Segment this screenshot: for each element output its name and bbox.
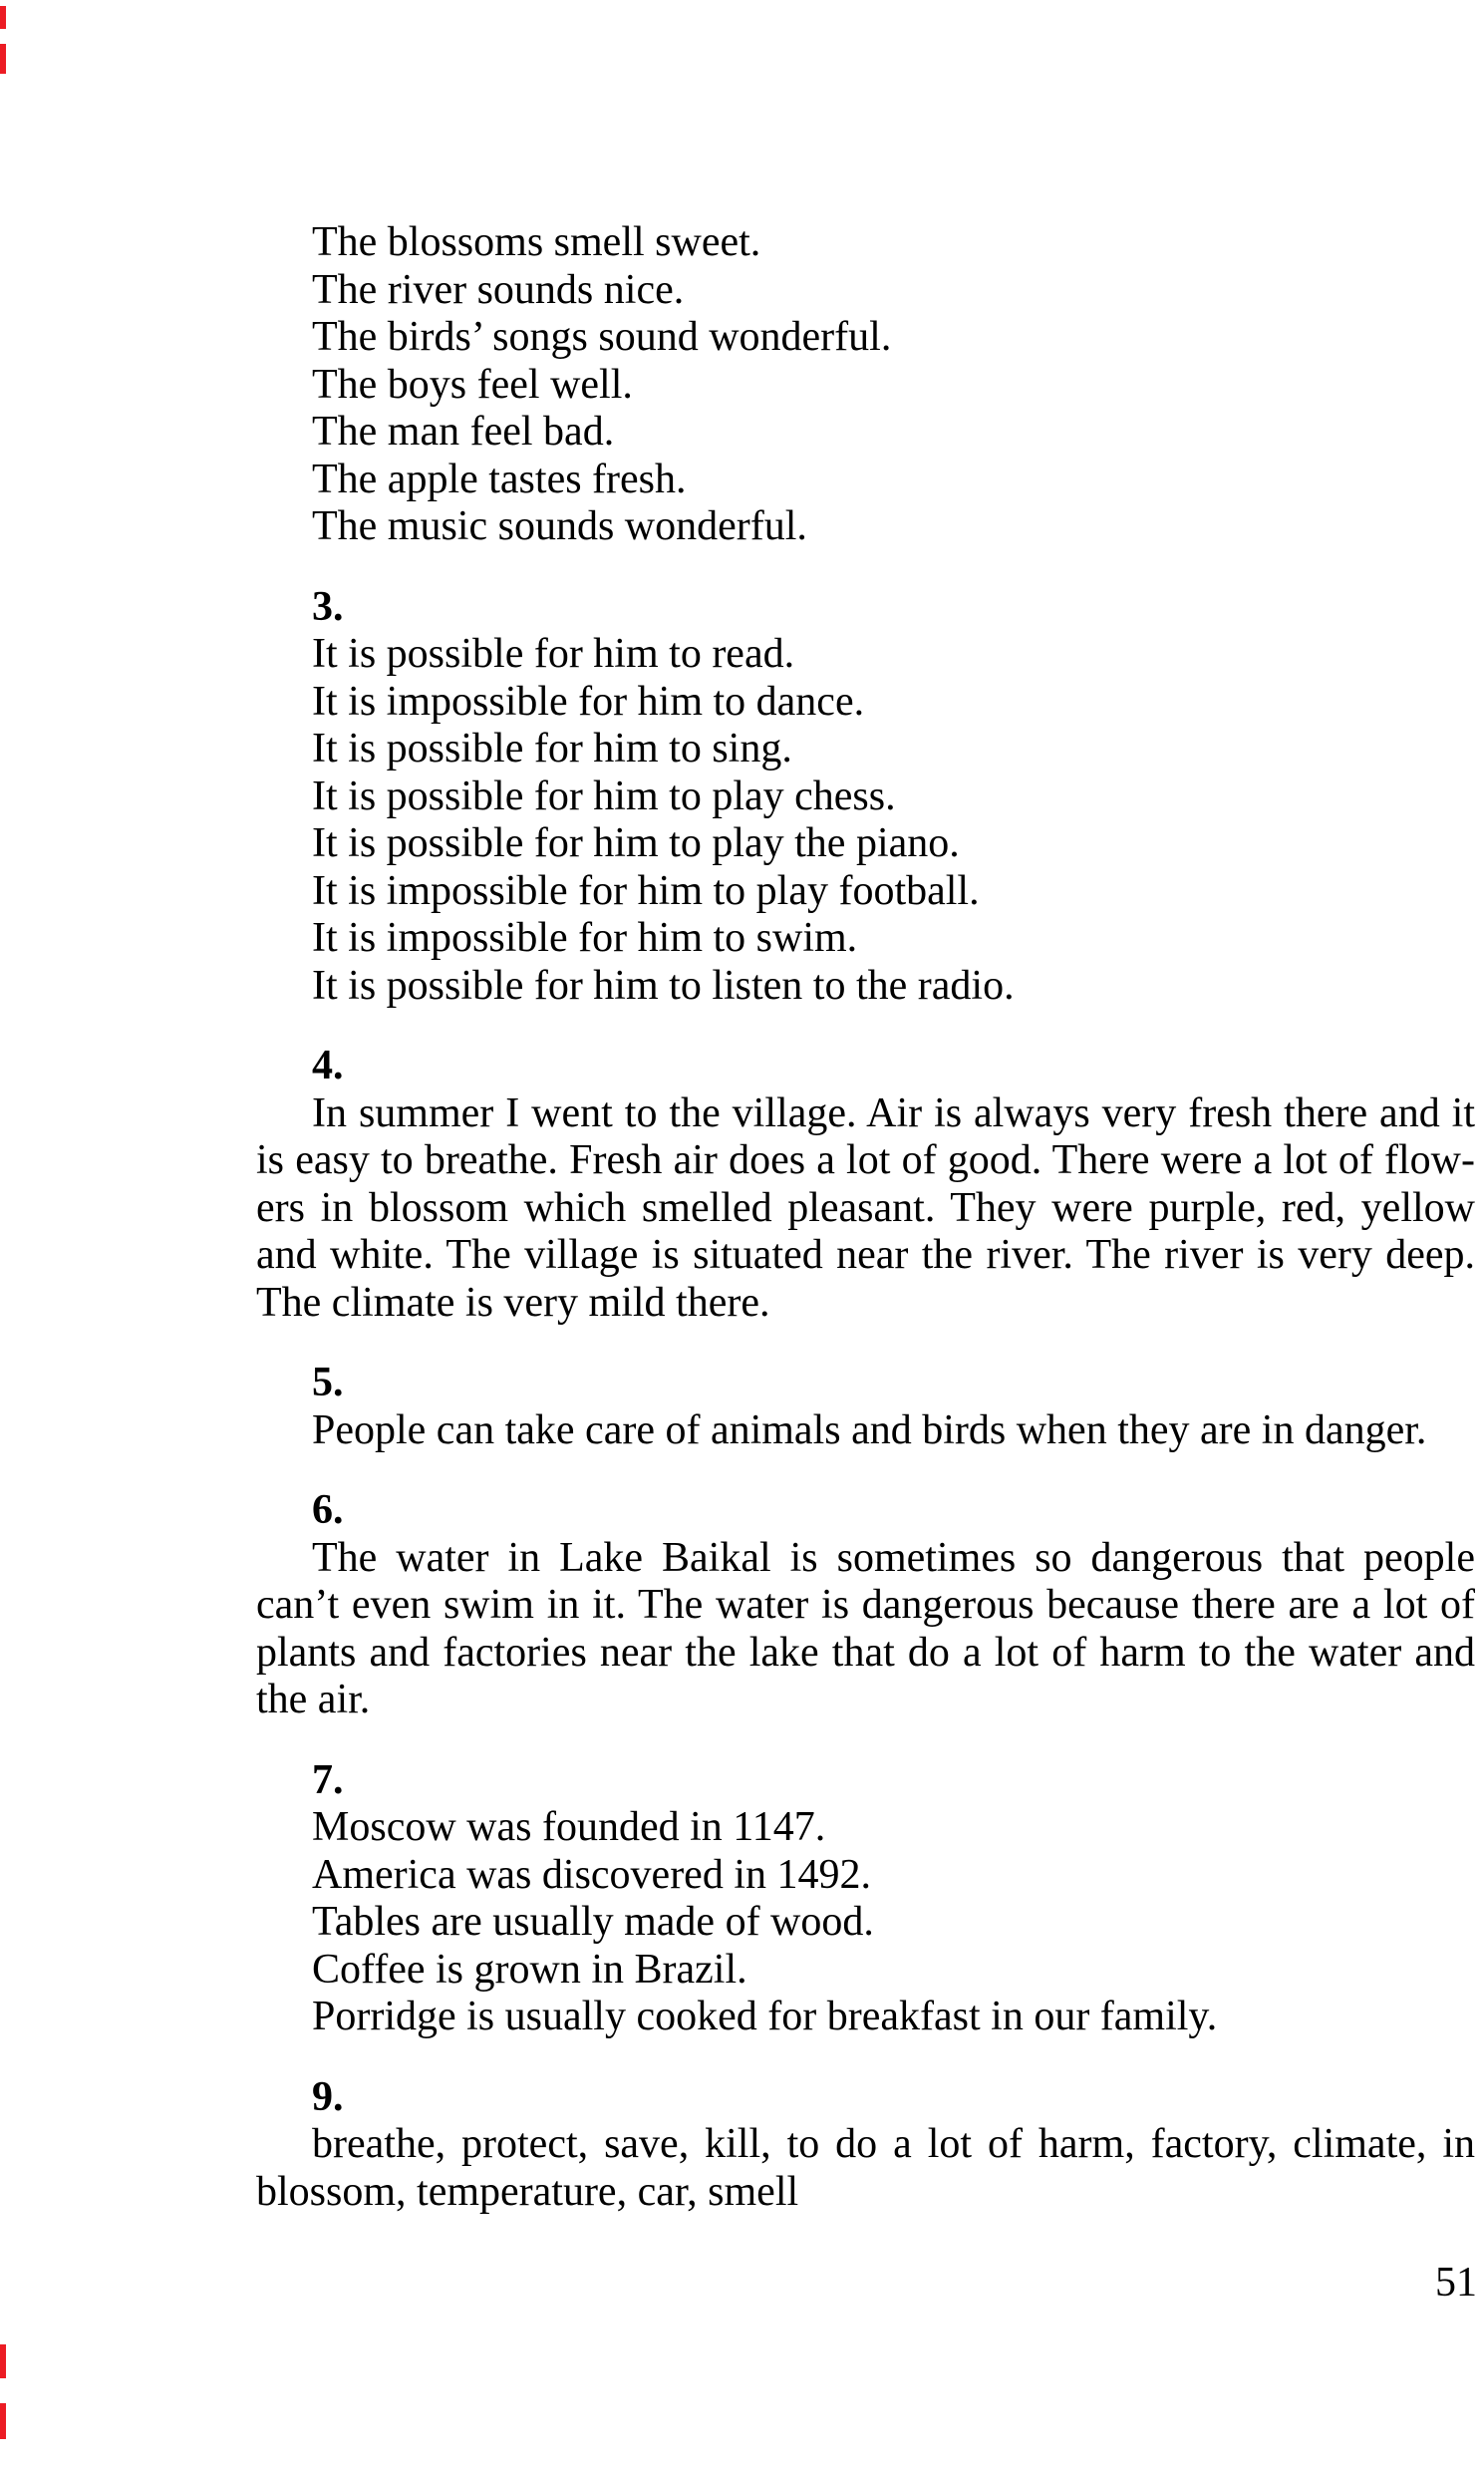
text-line: Tables are usually made of wood. <box>312 1899 874 1945</box>
text-line: In summer I went to the village. Air is always very fresh there and it <box>312 1089 1475 1136</box>
text-line: ers in blossom which smelled pleasant. They were purple, red, yellow <box>256 1184 1475 1231</box>
text-line: It is impossible for him to play football. <box>312 867 980 914</box>
text-line: The water in Lake Baikal is sometimes so dangerous that people <box>312 1534 1475 1581</box>
red-edge-mark <box>0 2403 6 2439</box>
red-edge-mark <box>0 44 6 74</box>
text-line: Porridge is usually cooked for breakfast in our family. <box>312 1994 1218 2039</box>
text-line: The music sounds wonderful. <box>312 503 807 549</box>
text-line: plants and factories near the lake that do a lot of harm to the water and <box>256 1629 1475 1676</box>
text-line: America was discovered in 1492. <box>312 1851 871 1898</box>
section-heading: 5. <box>312 1360 344 1405</box>
text-line: The apple tastes fresh. <box>312 456 687 502</box>
text-line: It is possible for him to sing. <box>312 726 792 772</box>
page-number: 51 <box>1435 2260 1477 2306</box>
text-line: is easy to breathe. Fresh air does a lot of good. There were a lot of flow- <box>256 1137 1475 1183</box>
text-line: breathe, protect, save, kill, to do a lot of harm, factory, climate, in <box>312 2121 1475 2167</box>
text-line: can’t even swim in it. The water is dangerous because there are a lot of <box>256 1582 1475 1628</box>
section-heading: 6. <box>312 1487 344 1533</box>
text-line: The boys feel well. <box>312 361 633 408</box>
text-line: blossom, temperature, car, smell <box>256 2168 799 2215</box>
section-heading: 4. <box>312 1043 344 1088</box>
red-edge-mark <box>0 2344 6 2378</box>
text-line: The birds’ songs sound wonderful. <box>312 314 892 360</box>
text-line: the air. <box>256 1677 371 1722</box>
text-line: The man feel bad. <box>312 409 615 455</box>
section-heading: 7. <box>312 1756 344 1803</box>
section-heading: 9. <box>312 2073 344 2120</box>
text-line: People can take care of animals and birds when they are in danger. <box>312 1406 1427 1453</box>
text-content <box>256 219 1475 2216</box>
text-line: It is impossible for him to dance. <box>312 678 865 725</box>
text-line: The river sounds nice. <box>312 266 685 313</box>
red-edge-mark <box>0 6 6 29</box>
text-line: It is possible for him to read. <box>312 631 795 677</box>
text-line: It is impossible for him to swim. <box>312 915 858 961</box>
text-line: The blossoms smell sweet. <box>312 219 761 265</box>
text-line: It is possible for him to play chess. <box>312 772 896 819</box>
text-line: Moscow was founded in 1147. <box>312 1804 826 1850</box>
text-line: It is possible for him to play the piano. <box>312 820 960 866</box>
text-line: Coffee is grown in Brazil. <box>312 1946 747 1993</box>
text-line: and white. The village is situated near the river. The river is very deep. <box>256 1232 1475 1278</box>
section-heading: 3. <box>312 583 344 630</box>
text-line: It is possible for him to listen to the radio. <box>312 962 1015 1009</box>
text-line: The climate is very mild there. <box>256 1279 770 1326</box>
